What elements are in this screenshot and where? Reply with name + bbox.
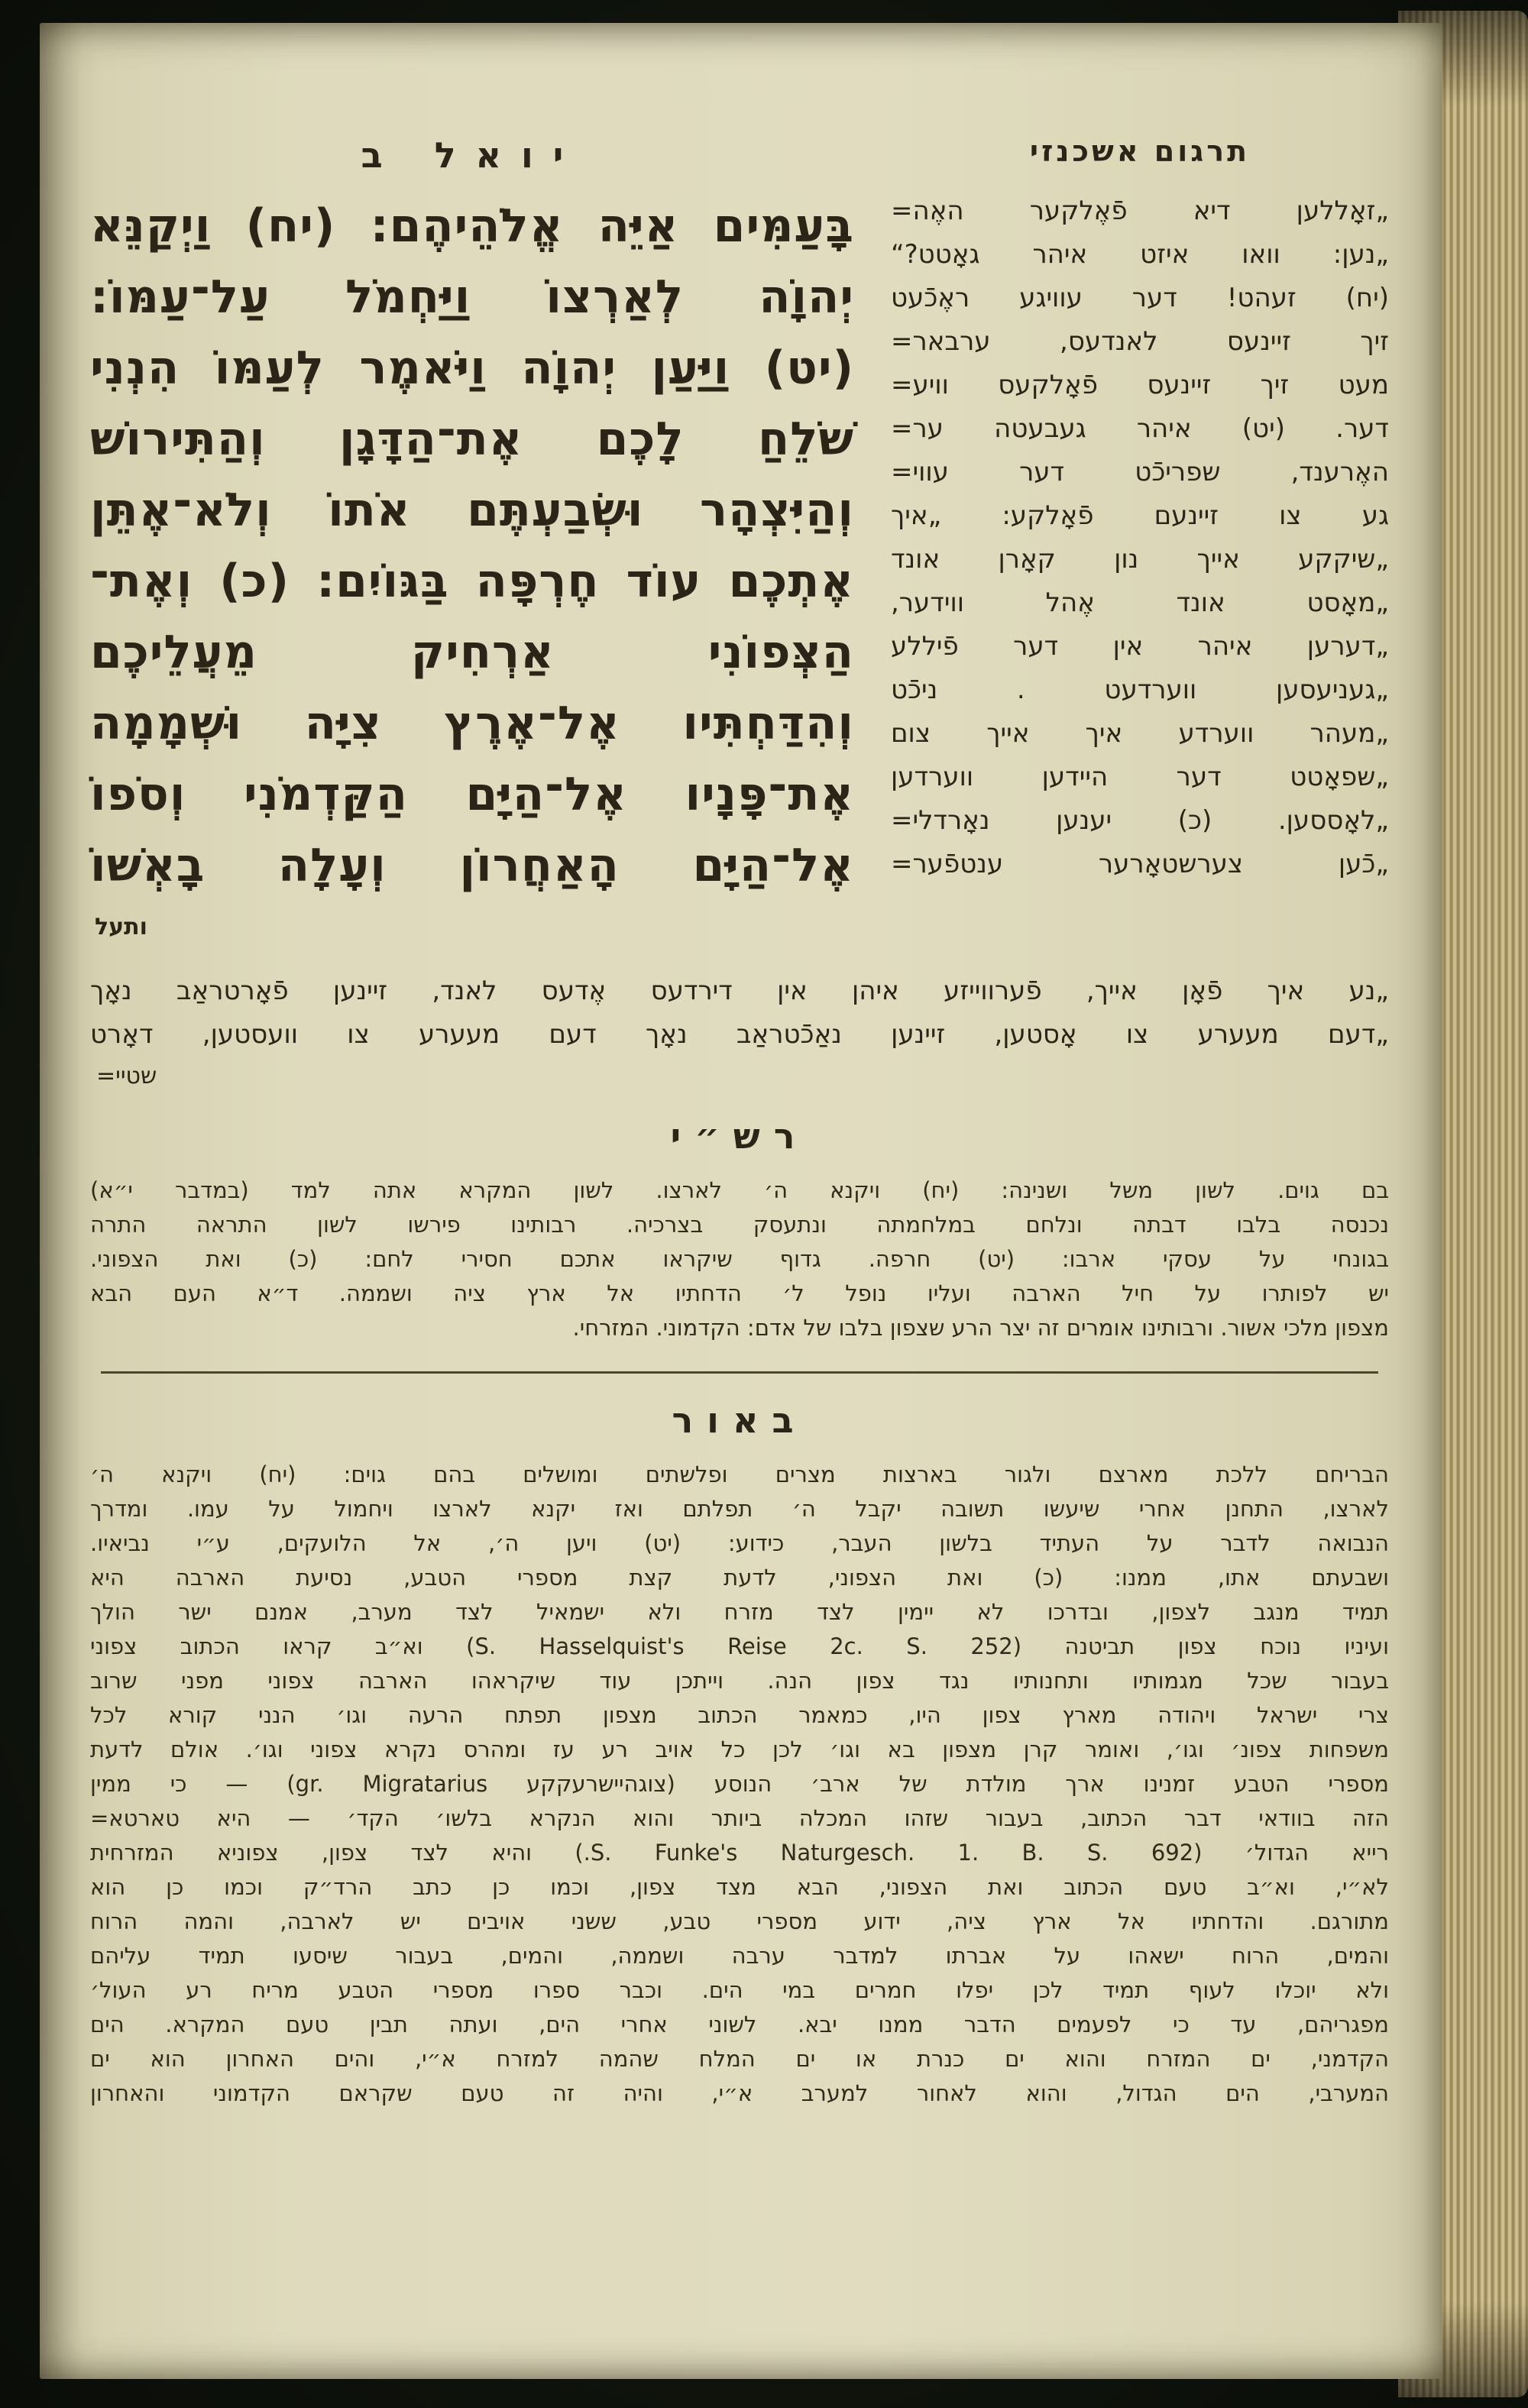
bible-line: הַצְּפוֹנִי אַרְחִיק מֵעֲלֵיכֶם: [90, 626, 854, 679]
biur-title: באור: [672, 1400, 808, 1441]
top-columns: [90, 134, 1389, 940]
translation-line: „דערען איהר אין דער פֿיללע: [891, 631, 1389, 662]
catchword-translation: שטיי=: [96, 1063, 157, 1089]
rashi-line: בגונחי על עסקי ארבו: (יט) חרפה. גדוף שיקראו אתכם חסירי לחם: (כ) ואת הצפוני.: [90, 1246, 1389, 1272]
biur-line: לארצו, התחנן אחרי שיעשו תשובה יקבל ה׳ תפלתם ואז יקנא לארצו ויחמול על עמו. ומדרך: [90, 1496, 1389, 1522]
biur-line: משפחות צפונ׳ וגו׳, ואומר קרן מצפון בא וגו׳ לכן כל אויב רע עז ומהרס נקרא צפוני וגו׳. אולם לדעת: [90, 1736, 1389, 1762]
biur-line: מתורגם. והדחתיו אל ארץ ציה, ידוע מספרי טבע, ששני אויבים יש לארבה, והמה הרוח: [90, 1908, 1389, 1934]
bible-line: וְהִדַּחְתִּיו אֶל־אֶרֶץ צִיָּה וּשְׁמָמָה: [90, 697, 854, 750]
biur-text-block: [90, 1458, 1389, 2111]
translation-full-line: „דעם מעערע צו אָסטען, זיינען נאַכֿטראַב נאָך דעם מעערע צו וועסטען, דאָרט: [90, 1019, 1389, 1050]
biur-line: רייא הגדול׳ (S. Funke's Naturgesch. 1. B. S. 692.) והיא לצד צפון, צפוניא המזרחית: [90, 1840, 1390, 1866]
section-header-targum: תרגום אשכנזי: [1029, 134, 1251, 168]
translation-line: דער. (יט) איהר געבעטה ער=: [891, 413, 1389, 444]
translation-line: „לאָססען. (כ) יענען נאָרדלי=: [891, 805, 1389, 836]
bible-text-block: [90, 191, 854, 901]
bible-line: אֶתְכֶם עוֹד חֶרְפָּה בַּגּוֹיִם: (כ) וְאֶת־: [90, 555, 854, 608]
biur-line: ולא יוכלו לעוף תמיד לכן יפלו חמרים במי הים. וכבר ספרו מספרי הטבע מריח רע העול׳: [90, 1977, 1389, 2003]
divider-rule: [101, 1371, 1378, 1374]
rashi-title: רש״י: [670, 1115, 809, 1157]
bible-column: [90, 134, 854, 940]
translation-column: [891, 134, 1389, 886]
bible-line: אֶל־הַיָּם הָאַחֲרוֹן וְעָלָה בָאְשׁוֹ: [90, 839, 854, 892]
rashi-line: נכנסה בלבו דבתה ונלחם במלחמתה ונתעסק בצרכיה. רבותינו פירשו לשון התראה התרה: [90, 1212, 1389, 1238]
translation-text-block: [891, 189, 1389, 886]
translation-line: „נען: וואו איזט איהר גאָטט?“: [891, 239, 1389, 270]
translation-line: „מאָסט אונד אֶהל ווידער,: [891, 587, 1389, 618]
translation-full-line: „נע איך פֿאָן אייך, פֿערווייזע איהן אין דירדעס אֶדעס לאנד, זיינען פֿאָרטראַב נאָך: [90, 976, 1389, 1006]
translation-line: „געניעסען ווערדעט . ניכֿט: [891, 675, 1389, 705]
translation-line: „שיקקע אייך נון קאָרן אונד: [891, 544, 1389, 574]
biur-line: הנבואה לדבר על העתיד בלשון העבר, כידוע: (יט) ויען ה׳, אל הלועקים, ע״י נביאיו.: [90, 1530, 1389, 1556]
biur-line: הבריחם ללכת מארצם ולגור בארצות מצרים ופלשתים ומושלים בהם גוים: (יח) ויקנא ה׳: [90, 1461, 1389, 1487]
biur-line: הקדמני, ים המזרח והוא ים כנרת או ים המלח שהמה למזרח א״י, והים האחרון הוא ים: [90, 2046, 1389, 2072]
rashi-text-block: [90, 1173, 1389, 1345]
translation-line: האֶרענד, שפריכֿט דער עווי=: [891, 457, 1389, 487]
biur-line: הזה בוודאי דבר הכתוב, בעבור שזהו המכלה ביותר והוא הנקרא בלשו׳ הקד׳ — היא טארטא=: [90, 1805, 1389, 1831]
translation-line: „מעהר ווערדע איך אייך צום: [891, 718, 1389, 749]
translation-line: „זאָללען דיא פֿאֶלקער האֶה=: [891, 196, 1389, 226]
translation-line: „שפאָטט דער היידען ווערדען: [891, 762, 1389, 792]
translation-line: מעט זיך זיינעס פֿאָלקעס וויע=: [891, 370, 1389, 400]
bible-line: (יט) וַיַּעַן יְהוָֹה וַיֹּאמֶר לְעַמּוֹ הִנְנִי: [90, 341, 854, 395]
translation-full-width-block: [90, 969, 1389, 1057]
biur-line: בעבור שכל מגמותיו ותחנותיו נגד צפון הנה. וייתכן עוד שיקראהו הארבה צפוני מפני שרוב: [90, 1668, 1389, 1694]
bible-line: יְהוָֹה לְאַרְצוֹ וַיַּחְמֹל עַל־עַמּוֹ:: [90, 270, 854, 324]
biur-line: תמיד מנגב לצפון, ובדרכו לא יימין לצד מזרח ולא ישמאיל לצד מערב, אמנם ישר הולך: [90, 1599, 1389, 1625]
translation-line: גע צו זיינעם פֿאָלקע: „איך: [891, 500, 1389, 531]
catchword-bible: ותעל: [95, 914, 147, 940]
bible-line: אֶת־פָּנָיו אֶל־הַיָּם הַקַּדְמֹנִי וְסֹפוֹ: [90, 768, 854, 821]
bible-line: בָּעַמִּים אַיֵּה אֱלֹהֵיהֶם: (יח) וַיְקַנֵּא: [90, 199, 854, 253]
biur-line: מספרי הטבע זמנינו ארך מולדת של ארב׳ הנוסע (צוגהיישרעקקע gr. Migratarius) — כי ממין: [90, 1771, 1389, 1797]
translation-line: זיך זיינעס לאנדעס, ערבאר=: [891, 326, 1389, 357]
biur-line: והמים, הרוח ישאהו על אברתו למדבר ערבה ושממה, והמים, בעבור שיסעו תמיד עליהם: [90, 1943, 1389, 1969]
translation-line: „כֿען צערשטאָרער ענטפֿער=: [891, 849, 1389, 879]
biur-line: לא״י, וא״ב טעם הכתוב ואת הצפוני, הבא מצד צפון, וכמו כן כתב הרד״ק וכמו כן הוא: [90, 1874, 1389, 1900]
bible-line: שֹׁלֵחַ לָכֶם אֶת־הַדָּגָן וְהַתִּירוֹשׁ: [90, 413, 854, 466]
rashi-line: בם גוים. לשון משל ושנינה: (יח) ויקנא ה׳ לארצו. לשון המקרא אתה למד (במדבר י״א): [90, 1177, 1389, 1203]
biur-line: המערבי, הים הגדול, והוא לאחור למערב א״י, והיה זה טעם שקראם הקדמוני והאחרון: [90, 2080, 1389, 2106]
page-content: [40, 23, 1442, 2111]
biur-line: ועיניו נוכח צפון תביטנה (S. Hasselquist's Reise 2c. S. 252) וא״ב קראו הכתוב צפוני: [90, 1633, 1389, 1659]
section-header-joel: יואל ב: [361, 134, 584, 176]
translation-line: (יח) זעהט! דער עוויגע ראֶכֿעט: [891, 283, 1389, 313]
biur-line: ושבעתם אתו, ממנו: (כ) ואת הצפוני, לדעת קצת מספרי הטבע, נסיעת הארבה היא: [90, 1565, 1389, 1591]
rashi-line: מצפון מלכי אשור. ורבותינו אומרים זה יצר הרע שצפון בלבו של אדם: הקדמוני. המזרחי.: [572, 1315, 1389, 1341]
page: [40, 23, 1442, 2379]
rashi-line: יש לפותרו על חיל הארבה ועליו נופל ל׳ הדחתיו אל ארץ ציה ושממה. ד״א העם הבא: [90, 1280, 1389, 1306]
biur-line: מפגריהם, עד כי לפעמים הדבר ממנו יבא. לשוני אחרי הים, ועתה תבין טעם המקרא. הים: [90, 2012, 1389, 2037]
bible-line: וְהַיִּצְהָר וּשְׂבַעְתֶּם אֹתוֹ וְלֹא־אֶתֵּן: [90, 484, 854, 537]
biur-line: צרי ישראל ויהודה מארץ צפון היו, כמאמר הכתוב מצפון תפתח הרעה וגו׳ הנני קורא לכל: [90, 1702, 1389, 1728]
